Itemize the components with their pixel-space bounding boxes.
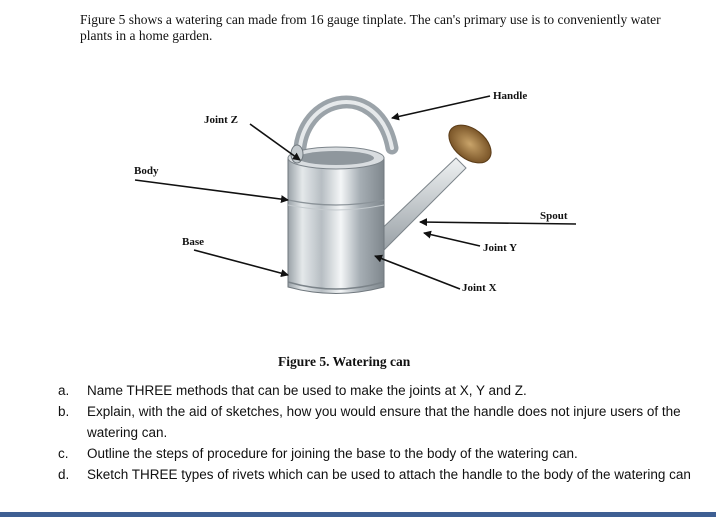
figure-caption: Figure 5. Watering can — [278, 354, 411, 369]
arrow-handle — [392, 96, 490, 118]
intro-paragraph: Figure 5 shows a watering can made from 16 gauge tinplate. The can's primary use is to conveniently water plants in a home garden. — [80, 12, 661, 43]
question-item — [58, 443, 698, 464]
arrow-base — [194, 250, 288, 275]
label-joint-y: Joint Y — [483, 242, 518, 254]
question-marker: b. — [58, 404, 70, 419]
bottom-accent-bar — [0, 512, 716, 517]
arrow-joint-z — [250, 124, 300, 160]
question-text: Sketch THREE types of rivets which can be used to attach the handle to the body of the watering can — [87, 467, 691, 482]
label-base: Base — [182, 236, 204, 248]
watering-can-illustration — [288, 102, 498, 294]
label-joint-z: Joint Z — [204, 114, 238, 126]
question-item — [58, 401, 698, 443]
question-marker: c. — [58, 446, 69, 461]
arrow-joint-x — [375, 256, 460, 289]
arrow-spout — [420, 222, 576, 224]
question-text: Explain, with the aid of sketches, how you would ensure that the handle does not injure users of the watering can. — [87, 404, 681, 440]
question-marker: a. — [58, 383, 70, 398]
question-text: Outline the steps of procedure for joining the base to the body of the watering can. — [87, 446, 578, 461]
label-joint-x: Joint X — [462, 282, 497, 294]
label-spout: Spout — [540, 210, 568, 222]
label-handle: Handle — [493, 90, 528, 102]
question-item — [58, 464, 698, 485]
question-item — [58, 380, 698, 401]
arrow-body — [135, 180, 288, 200]
question-marker: d. — [58, 467, 70, 482]
arrow-joint-y — [424, 233, 480, 246]
question-text: Name THREE methods that can be used to make the joints at X, Y and Z. — [87, 383, 527, 398]
label-body: Body — [134, 165, 159, 177]
question-list — [58, 380, 698, 485]
